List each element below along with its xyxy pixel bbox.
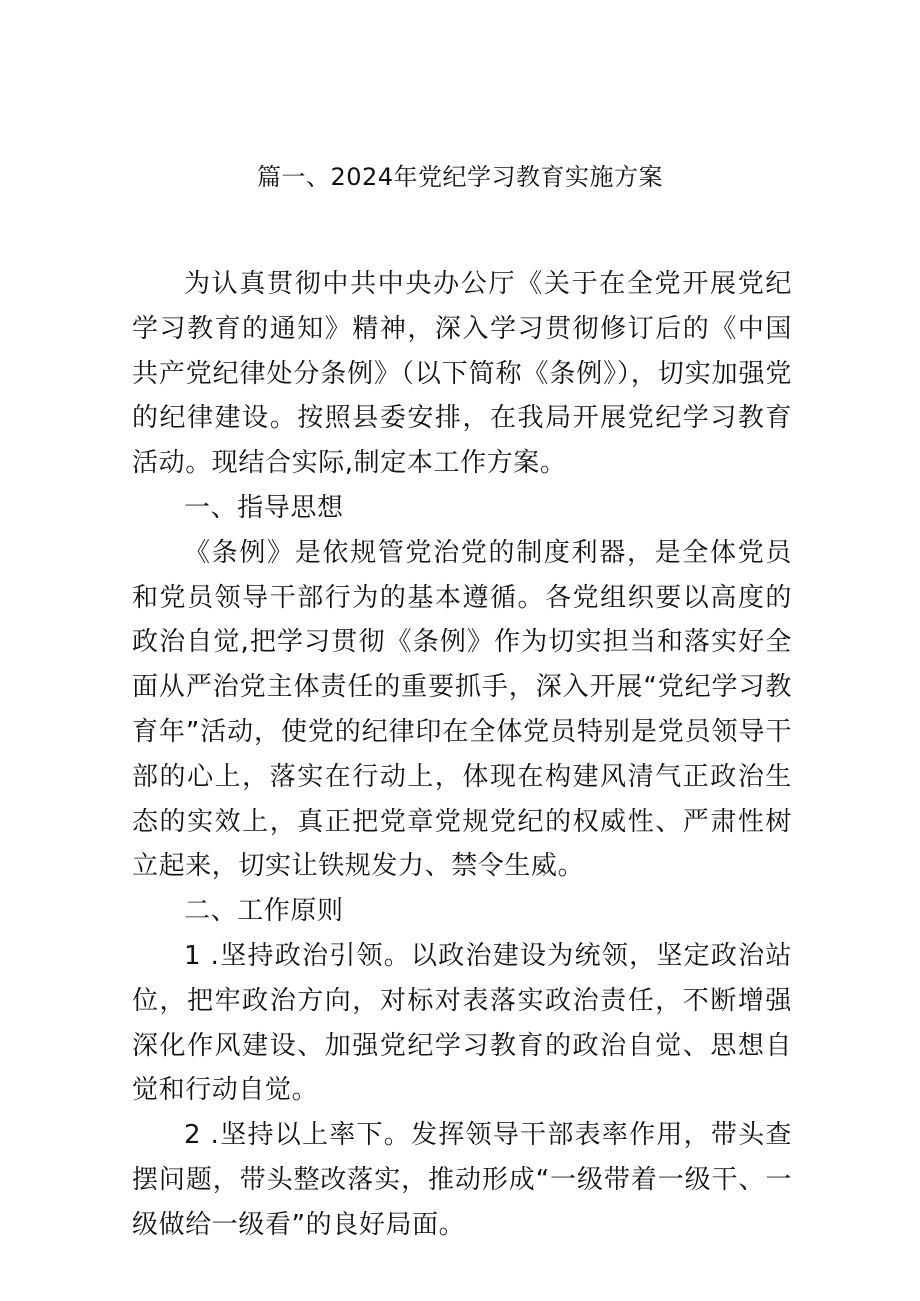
document-body bbox=[132, 262, 792, 1248]
section-heading-guiding-ideology: 一、指导思想 bbox=[184, 492, 344, 523]
guiding-ideology-paragraph: 《条例》是依规管党治党的制度利器，是全体党员和党员领导干部行为的基本遵循。各党组织要以高度的政治自觉,把学习贯彻《条例》作为切实担当和落实好全面从严治党主体责任的重要抓手，深入开展“党纪学习教育年”活动，使党的纪律印在全体党员特别是党员领导干部的心上，落实在行动上，体现在构建风清气正政治生态的实效上，真正把党章党规党纪的权威性、严肃性树立起来，切实让铁规发力、禁令生威。 bbox=[132, 537, 792, 882]
section-heading-work-principles: 二、工作原则 bbox=[184, 896, 344, 927]
principle-2-paragraph: 2 .坚持以上率下。发挥领导干部表率作用，带头查摆问题，带头整改落实，推动形成“一级带着一级干、一级做给一级看”的良好局面。 bbox=[132, 1120, 792, 1240]
intro-paragraph: 为认真贯彻中共中央办公厅《关于在全党开展党纪学习教育的通知》精神，深入学习贯彻修订后的《中国共产党纪律处分条例》（以下简称《条例》），切实加强党的纪律建设。按照县委安排，在我局开展党纪学习教育活动。现结合实际,制定本工作方案。 bbox=[132, 269, 792, 479]
document-title: 篇一、2024年党纪学习教育实施方案 bbox=[256, 163, 664, 191]
principle-1-paragraph: 1 .坚持政治引领。以政治建设为统领，坚定政治站位，把牢政治方向，对标对表落实政治责任，不断增强深化作风建设、加强党纪学习教育的政治自觉、思想自觉和行动自觉。 bbox=[132, 940, 792, 1106]
